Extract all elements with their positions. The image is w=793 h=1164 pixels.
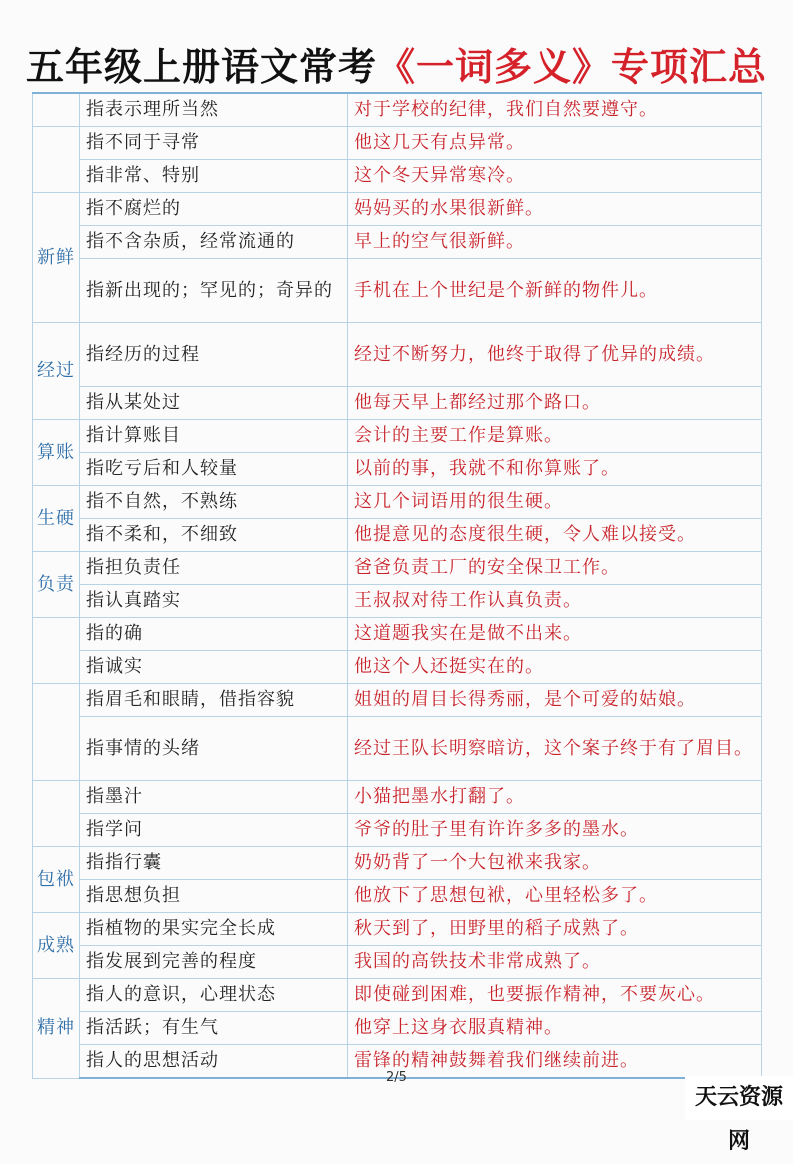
example-cell: 奶奶背了一个大包袱来我家。 <box>348 847 762 880</box>
table-row <box>33 880 762 913</box>
meaning-cell: 指植物的果实完全长成 <box>80 913 348 946</box>
word-cell: 精神 <box>33 979 80 1079</box>
table-row <box>33 585 762 618</box>
meaning-cell: 指眉毛和眼睛，借指容貌 <box>80 684 348 717</box>
word-cell <box>33 618 80 684</box>
table-row <box>33 814 762 847</box>
meaning-cell: 指不腐烂的 <box>80 193 348 226</box>
example-cell: 他每天早上都经过那个路口。 <box>348 387 762 420</box>
word-cell: 包袱 <box>33 847 80 913</box>
example-cell: 对于学校的纪律，我们自然要遵守。 <box>348 93 762 127</box>
meaning-cell: 指不含杂质，经常流通的 <box>80 226 348 259</box>
table-row <box>33 552 762 585</box>
table-row <box>33 847 762 880</box>
word-cell: 新鲜 <box>33 193 80 323</box>
meaning-cell: 指不自然，不熟练 <box>80 486 348 519</box>
word-cell: 经过 <box>33 323 80 420</box>
page-title <box>0 38 793 96</box>
example-cell: 以前的事，我就不和你算账了。 <box>348 453 762 486</box>
meaning-cell: 指吃亏后和人较量 <box>80 453 348 486</box>
example-cell: 这道题我实在是做不出来。 <box>348 618 762 651</box>
table-row <box>33 1012 762 1045</box>
example-cell: 这个冬天异常寒冷。 <box>348 160 762 193</box>
table-row <box>33 127 762 160</box>
page-number: 2/5 <box>386 1070 407 1085</box>
table-row <box>33 913 762 946</box>
meaning-cell: 指计算账目 <box>80 420 348 453</box>
table-row <box>33 717 762 781</box>
example-cell: 他穿上这身衣服真精神。 <box>348 1012 762 1045</box>
example-cell: 爷爷的肚子里有许许多多的墨水。 <box>348 814 762 847</box>
meaning-cell: 指事情的头绪 <box>80 717 348 781</box>
example-cell: 他提意见的态度很生硬，令人难以接受。 <box>348 519 762 552</box>
table-row <box>33 486 762 519</box>
meaning-cell: 指思想负担 <box>80 880 348 913</box>
word-cell: 负责 <box>33 552 80 618</box>
meaning-cell: 指不柔和，不细致 <box>80 519 348 552</box>
example-cell: 我国的高铁技术非常成熟了。 <box>348 946 762 979</box>
table-row <box>33 226 762 259</box>
table-row <box>33 781 762 814</box>
meaning-cell: 指从某处过 <box>80 387 348 420</box>
word-cell <box>33 93 80 127</box>
example-cell: 妈妈买的水果很新鲜。 <box>348 193 762 226</box>
table-row <box>33 387 762 420</box>
table-row <box>33 519 762 552</box>
polysemy-table <box>32 92 762 1079</box>
meaning-cell: 指指行囊 <box>80 847 348 880</box>
example-cell: 他放下了思想包袱，心里轻松多了。 <box>348 880 762 913</box>
meaning-cell: 指诚实 <box>80 651 348 684</box>
table-row <box>33 979 762 1012</box>
table-row <box>33 160 762 193</box>
table-row <box>33 618 762 651</box>
meaning-cell: 指经历的过程 <box>80 323 348 387</box>
example-cell: 经过王队长明察暗访，这个案子终于有了眉目。 <box>348 717 762 781</box>
table-row <box>33 420 762 453</box>
meaning-cell: 指的确 <box>80 618 348 651</box>
meaning-cell: 指墨汁 <box>80 781 348 814</box>
meaning-cell: 指人的意识，心理状态 <box>80 979 348 1012</box>
example-cell: 小猫把墨水打翻了。 <box>348 781 762 814</box>
word-cell <box>33 127 80 193</box>
table-row <box>33 651 762 684</box>
example-cell: 爸爸负责工厂的安全保卫工作。 <box>348 552 762 585</box>
meaning-cell: 指学问 <box>80 814 348 847</box>
example-cell: 这几个词语用的很生硬。 <box>348 486 762 519</box>
title-part-red: 《一词多义》专项汇总 <box>377 44 768 89</box>
example-cell: 秋天到了，田野里的稻子成熟了。 <box>348 913 762 946</box>
example-cell: 他这几天有点异常。 <box>348 127 762 160</box>
example-cell: 雷锋的精神鼓舞着我们继续前进。 <box>348 1045 762 1079</box>
example-cell: 姐姐的眉目长得秀丽，是个可爱的姑娘。 <box>348 684 762 717</box>
example-cell: 即使碰到困难，也要振作精神，不要灰心。 <box>348 979 762 1012</box>
table-row <box>33 259 762 323</box>
table-row <box>33 946 762 979</box>
table-row <box>33 684 762 717</box>
meaning-cell: 指发展到完善的程度 <box>80 946 348 979</box>
word-cell: 成熟 <box>33 913 80 979</box>
watermark-logo: 天云资源网 <box>685 1076 793 1120</box>
table-row <box>33 323 762 387</box>
example-cell: 经过不断努力，他终于取得了优异的成绩。 <box>348 323 762 387</box>
word-cell <box>33 781 80 847</box>
meaning-cell: 指不同于寻常 <box>80 127 348 160</box>
meaning-cell: 指人的思想活动 <box>80 1045 348 1079</box>
word-cell: 算账 <box>33 420 80 486</box>
word-cell: 生硬 <box>33 486 80 552</box>
word-cell <box>33 684 80 781</box>
meaning-cell: 指认真踏实 <box>80 585 348 618</box>
meaning-cell: 指表示理所当然 <box>80 93 348 127</box>
title-part-black: 五年级上册语文常考 <box>25 44 377 89</box>
table-row <box>33 453 762 486</box>
meaning-cell: 指担负责任 <box>80 552 348 585</box>
meaning-cell: 指活跃；有生气 <box>80 1012 348 1045</box>
table-row <box>33 193 762 226</box>
example-cell: 他这个人还挺实在的。 <box>348 651 762 684</box>
example-cell: 王叔叔对待工作认真负责。 <box>348 585 762 618</box>
table-row <box>33 93 762 127</box>
example-cell: 会计的主要工作是算账。 <box>348 420 762 453</box>
meaning-cell: 指新出现的；罕见的；奇异的 <box>80 259 348 323</box>
example-cell: 早上的空气很新鲜。 <box>348 226 762 259</box>
example-cell: 手机在上个世纪是个新鲜的物件儿。 <box>348 259 762 323</box>
meaning-cell: 指非常、特别 <box>80 160 348 193</box>
